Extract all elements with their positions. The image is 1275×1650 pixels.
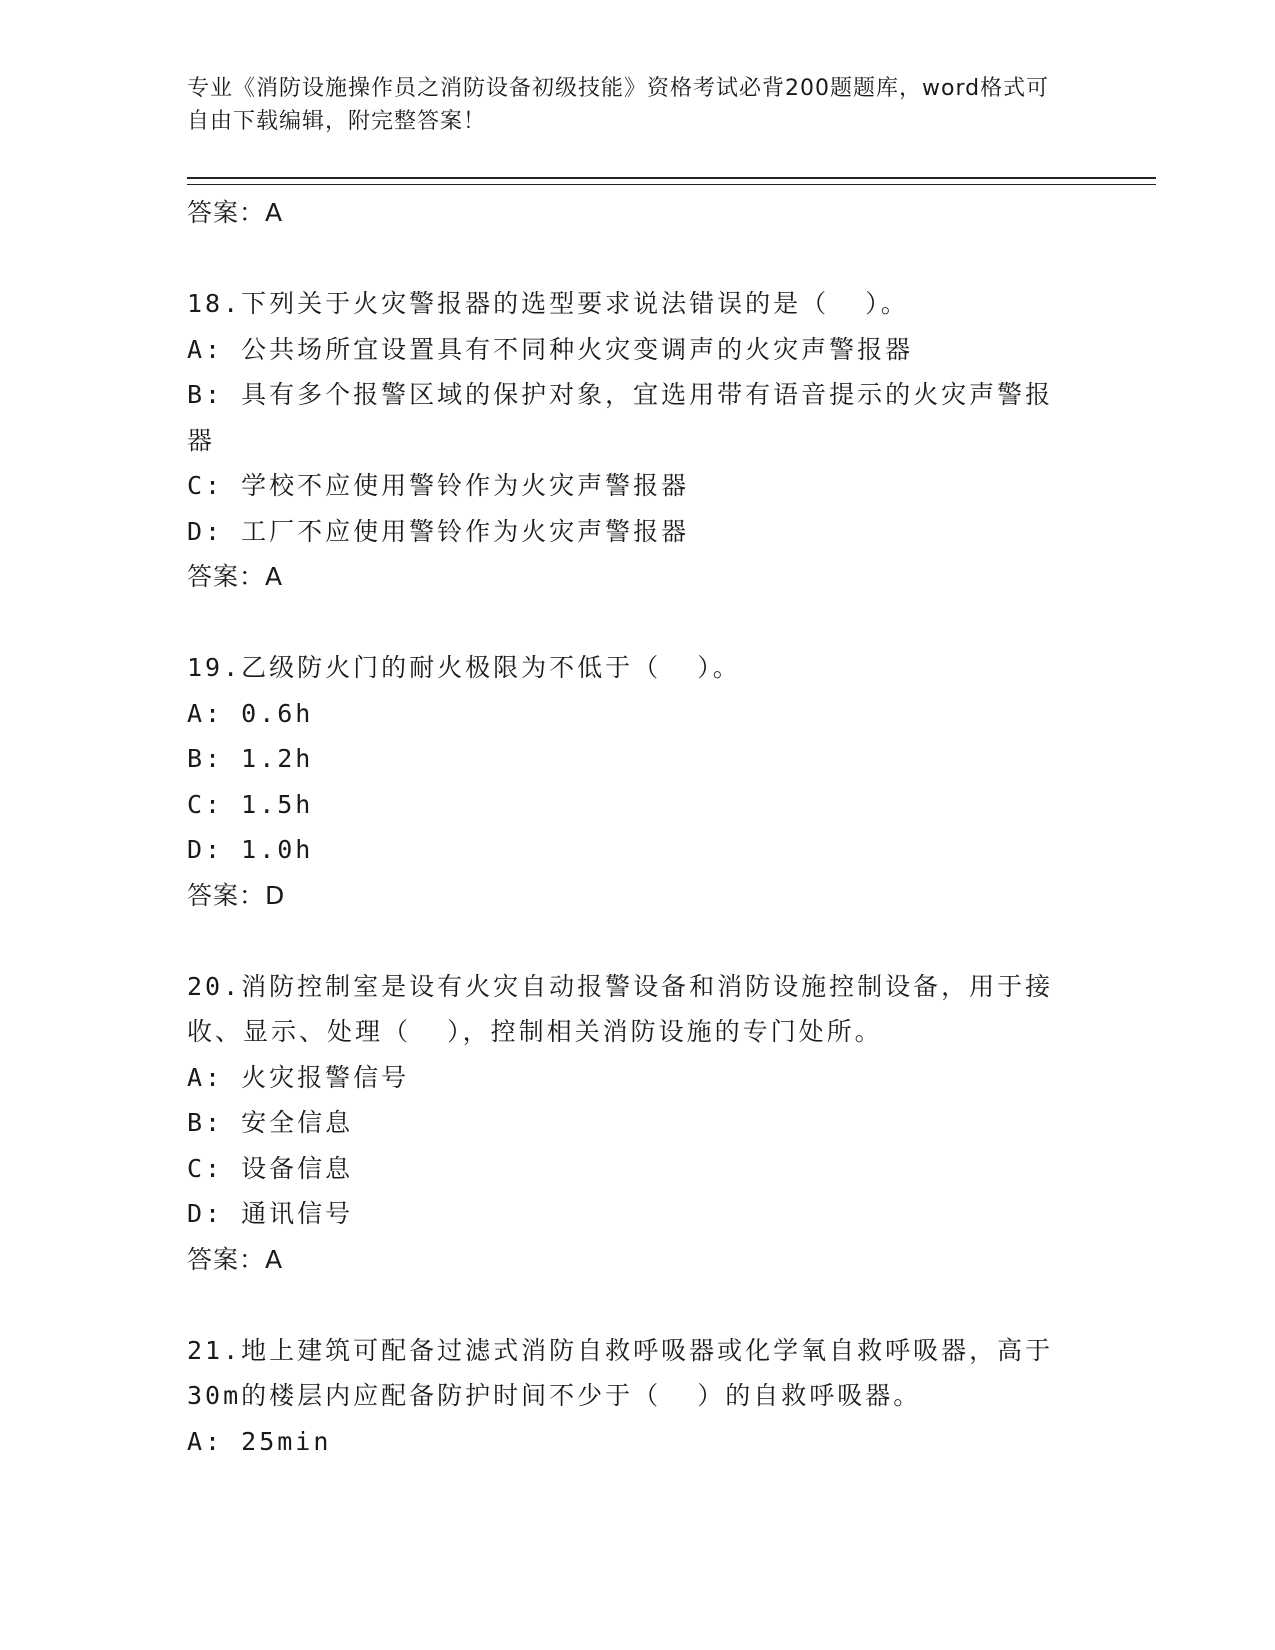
option-a: A: 火灾报警信号	[187, 1062, 410, 1092]
option-b: B: 安全信息	[187, 1108, 354, 1137]
option-d: D: 1.0h	[187, 835, 314, 864]
option-a: A: 公共场所宜设置具有不同种火灾变调声的火灾声警报器	[187, 334, 914, 364]
question-stem: 19.乙级防火门的耐火极限为不低于（ ）。	[187, 653, 741, 682]
question-stem: 18.下列关于火灾警报器的选型要求说法错误的是（ ）。	[187, 289, 909, 318]
option-a: A: 0.6h	[187, 698, 314, 728]
option-c: C: 1.5h	[187, 789, 314, 819]
spacer	[187, 1282, 1077, 1328]
header-divider-thick	[187, 177, 1156, 179]
option-d: D: 工厂不应使用警铃作为火灾声警报器	[187, 516, 690, 546]
option-a: A: 25min	[187, 1426, 332, 1456]
answer-line: 答案：A	[187, 562, 284, 591]
option-b: B: 具有多个报警区域的保护对象，宜选用带有语音提示的火灾声警报器	[187, 380, 1054, 455]
question-block	[187, 964, 1077, 1283]
header-divider-thin	[187, 184, 1156, 185]
question-block	[187, 1328, 1077, 1465]
option-c: C: 设备信息	[187, 1153, 354, 1183]
question-stem: 21.地上建筑可配备过滤式消防自救呼吸器或化学氧自救呼吸器，高于30m的楼层内应配备防护时间不少于（ ）的自救呼吸器。	[187, 1335, 1054, 1410]
question-stem: 20.消防控制室是设有火灾自动报警设备和消防设施控制设备，用于接收、显示、处理（ ），控制相关消防设施的专门处所。	[187, 971, 1054, 1046]
spacer	[187, 600, 1077, 646]
question-block	[187, 645, 1077, 918]
option-c: C: 学校不应使用警铃作为火灾声警报器	[187, 471, 690, 500]
option-b: B: 1.2h	[187, 744, 314, 773]
spacer	[187, 918, 1077, 964]
answer-line: 答案：A	[187, 1244, 284, 1274]
option-d: D: 通讯信号	[187, 1199, 354, 1228]
question-list	[187, 190, 1077, 1464]
spacer	[187, 236, 1077, 282]
document-header: 专业《消防设施操作员之消防设备初级技能》资格考试必背200题题库，word格式可自由下载编辑，附完整答案！	[187, 76, 1050, 134]
answer-line: 答案：D	[187, 880, 286, 910]
question-block	[187, 281, 1077, 600]
answer-line: 答案：A	[187, 198, 284, 227]
